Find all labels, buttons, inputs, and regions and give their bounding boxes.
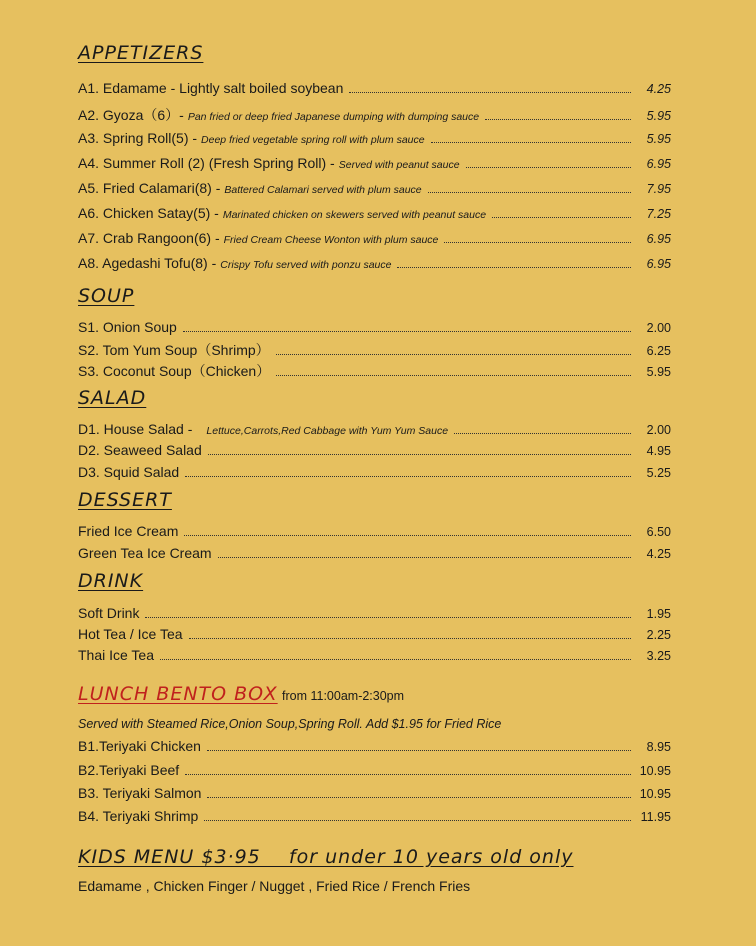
item-name: B2.Teriyaki Beef bbox=[78, 762, 180, 778]
menu-item-a4 bbox=[78, 155, 671, 173]
item-description: Pan fried or deep fried Japanese dumping with dumping sauce bbox=[187, 111, 480, 123]
dot-leader bbox=[454, 422, 631, 434]
dot-leader bbox=[185, 465, 631, 477]
dot-leader bbox=[466, 156, 631, 168]
menu-item-dessert-2 bbox=[78, 545, 671, 563]
menu-item-a8 bbox=[78, 255, 671, 273]
item-price: 2.25 bbox=[646, 628, 671, 642]
item-name: B1.Teriyaki Chicken bbox=[78, 738, 201, 754]
dot-leader bbox=[185, 763, 631, 775]
item-description: Marinated chicken on skewers served with peanut sauce bbox=[222, 209, 487, 221]
item-description: Fried Cream Cheese Wonton with plum sauce bbox=[223, 234, 439, 246]
kids-menu-items: Edamame , Chicken Finger / Nugget , Fried Rice / French Fries bbox=[78, 878, 471, 894]
menu-item-b1 bbox=[78, 738, 671, 756]
item-name: A5. Fried Calamari(8) - bbox=[78, 180, 221, 196]
dot-leader bbox=[145, 606, 631, 618]
item-price: 3.25 bbox=[646, 649, 671, 663]
menu-item-a5 bbox=[78, 180, 671, 198]
dot-leader bbox=[276, 343, 631, 355]
item-price: 5.95 bbox=[646, 109, 671, 123]
dot-leader bbox=[208, 443, 631, 455]
dot-leader bbox=[397, 256, 631, 268]
item-price: 4.95 bbox=[646, 444, 671, 458]
dot-leader bbox=[183, 320, 631, 332]
item-price: 1.95 bbox=[646, 607, 671, 621]
menu-item-b2 bbox=[78, 762, 671, 780]
dot-leader bbox=[184, 524, 631, 536]
item-name: A8. Agedashi Tofu(8) - bbox=[78, 255, 217, 271]
item-price: 5.95 bbox=[646, 132, 671, 146]
dot-leader bbox=[218, 546, 631, 558]
dot-leader bbox=[276, 364, 631, 376]
menu-item-a2 bbox=[78, 105, 671, 123]
drink-heading: DRINK bbox=[78, 570, 144, 592]
soup-heading: SOUP bbox=[78, 285, 135, 307]
menu-item-b4 bbox=[78, 808, 671, 826]
item-name: D1. House Salad - bbox=[78, 421, 193, 437]
menu-item-s2 bbox=[78, 340, 671, 358]
item-name: D2. Seaweed Salad bbox=[78, 442, 202, 458]
item-name: S2. Tom Yum Soup（Shrimp） bbox=[78, 342, 270, 358]
item-price: 4.25 bbox=[646, 82, 671, 96]
item-name: B4. Teriyaki Shrimp bbox=[78, 808, 199, 824]
item-name: A7. Crab Rangoon(6) - bbox=[78, 230, 220, 246]
bento-note: Served with Steamed Rice,Onion Soup,Spring Roll. Add $1.95 for Fried Rice bbox=[78, 717, 502, 731]
item-price: 6.95 bbox=[646, 157, 671, 171]
item-name: Green Tea Ice Cream bbox=[78, 545, 212, 561]
item-name: A6. Chicken Satay(5) - bbox=[78, 205, 219, 221]
item-name: A4. Summer Roll (2) (Fresh Spring Roll) - bbox=[78, 155, 335, 171]
item-name: Hot Tea / Ice Tea bbox=[78, 626, 183, 642]
item-price: 2.00 bbox=[646, 423, 671, 437]
item-description: Battered Calamari served with plum sauce bbox=[224, 184, 422, 196]
item-price: 6.95 bbox=[646, 232, 671, 246]
menu-item-a6 bbox=[78, 205, 671, 223]
bento-hours: from 11:00am-2:30pm bbox=[282, 689, 405, 703]
menu-item-d1 bbox=[78, 421, 671, 439]
item-description: Crispy Tofu served with ponzu sauce bbox=[220, 259, 392, 271]
item-name: A1. Edamame - Lightly salt boiled soybean bbox=[78, 80, 344, 96]
item-price: 4.25 bbox=[646, 547, 671, 561]
item-name: D3. Squid Salad bbox=[78, 464, 180, 480]
dot-leader bbox=[160, 648, 631, 660]
salad-heading: SALAD bbox=[78, 387, 147, 409]
item-price: 10.95 bbox=[639, 764, 671, 778]
item-price: 7.95 bbox=[646, 182, 671, 196]
dot-leader bbox=[349, 81, 631, 93]
dot-leader bbox=[485, 108, 631, 120]
item-price: 6.50 bbox=[646, 525, 671, 539]
item-description: Deep fried vegetable spring roll with plum sauce bbox=[201, 134, 425, 146]
item-price: 10.95 bbox=[639, 787, 671, 801]
item-name: Soft Drink bbox=[78, 605, 140, 621]
menu-item-dessert-1 bbox=[78, 523, 671, 541]
menu-item-drink-1 bbox=[78, 605, 671, 623]
item-price: 8.95 bbox=[646, 740, 671, 754]
menu-item-s3 bbox=[78, 361, 671, 379]
item-name: A3. Spring Roll(5) - bbox=[78, 130, 198, 146]
item-price: 6.25 bbox=[646, 344, 671, 358]
item-name: Fried Ice Cream bbox=[78, 523, 179, 539]
item-name: S1. Onion Soup bbox=[78, 319, 177, 335]
item-description: Served with peanut sauce bbox=[338, 159, 460, 171]
dessert-heading: DESSERT bbox=[78, 489, 172, 511]
dot-leader bbox=[207, 739, 631, 751]
dot-leader bbox=[189, 627, 631, 639]
item-description: Lettuce,Carrots,Red Cabbage with Yum Yum Sauce bbox=[206, 425, 449, 437]
item-name: S3. Coconut Soup（Chicken） bbox=[78, 363, 271, 379]
dot-leader bbox=[431, 131, 631, 143]
menu-item-a1 bbox=[78, 80, 671, 98]
item-price: 2.00 bbox=[646, 321, 671, 335]
item-name: Thai Ice Tea bbox=[78, 647, 155, 663]
dot-leader bbox=[492, 206, 631, 218]
item-price: 5.25 bbox=[646, 466, 671, 480]
menu-item-s1 bbox=[78, 319, 671, 337]
menu-item-a3 bbox=[78, 130, 671, 148]
menu-item-d3 bbox=[78, 464, 671, 482]
menu-item-drink-3 bbox=[78, 647, 671, 665]
item-price: 7.25 bbox=[646, 207, 671, 221]
menu-item-drink-2 bbox=[78, 626, 671, 644]
appetizers-heading: APPETIZERS bbox=[78, 42, 204, 64]
menu-item-b3 bbox=[78, 785, 671, 803]
item-price: 5.95 bbox=[646, 365, 671, 379]
menu-item-d2 bbox=[78, 442, 671, 460]
item-price: 6.95 bbox=[646, 257, 671, 271]
kids-menu-heading: KIDS MENU $3·95 for under 10 years old only bbox=[78, 846, 574, 868]
dot-leader bbox=[444, 231, 631, 243]
item-price: 11.95 bbox=[640, 810, 671, 824]
menu-item-a7 bbox=[78, 230, 671, 248]
dot-leader bbox=[207, 786, 631, 798]
item-name: A2. Gyoza（6）- bbox=[78, 107, 184, 123]
lunch-bento-heading: LUNCH BENTO BOX bbox=[78, 683, 278, 705]
dot-leader bbox=[428, 181, 631, 193]
dot-leader bbox=[204, 809, 631, 821]
item-name: B3. Teriyaki Salmon bbox=[78, 785, 202, 801]
